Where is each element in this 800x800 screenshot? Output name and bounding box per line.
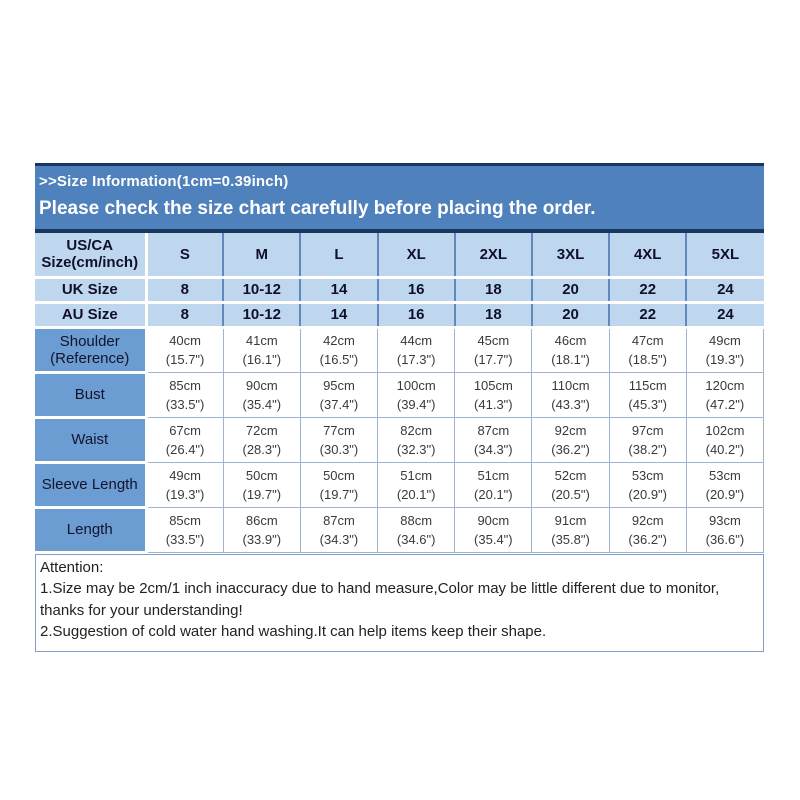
size-row xyxy=(35,302,764,327)
measurement-cell xyxy=(455,327,532,372)
size-value-cell: 18 xyxy=(455,302,532,327)
measurement-cm: 47cm xyxy=(631,333,664,348)
size-value-cell: 8 xyxy=(146,277,223,302)
measurement-cell xyxy=(686,327,763,372)
measurement-cm: 51cm xyxy=(400,467,433,483)
measurement-inch: (30.3") xyxy=(319,441,359,457)
measurement-cell xyxy=(532,327,609,372)
measurement-cell xyxy=(686,507,763,552)
measurement-cm: 115cm xyxy=(628,377,667,393)
measurement-inch: (19.7") xyxy=(242,486,282,502)
measurement-cm: 85cm xyxy=(169,512,201,528)
measurement-inch: (35.8") xyxy=(551,531,590,547)
measurement-label: Length xyxy=(35,507,146,552)
measurement-row xyxy=(35,462,764,507)
measurement-inch: (28.3") xyxy=(242,441,282,457)
measurement-cell xyxy=(378,417,455,462)
measurement-cm: 53cm xyxy=(709,467,741,483)
measurement-cell xyxy=(146,462,223,507)
measurement-inch: (32.3") xyxy=(396,441,436,457)
measurement-inch: (36.6") xyxy=(705,531,745,547)
measurement-cm: 44cm xyxy=(400,333,433,348)
measurement-inch: (17.3") xyxy=(396,352,436,367)
measurement-cm: 77cm xyxy=(323,422,355,438)
measurement-cell xyxy=(223,327,300,372)
size-value-cell: 20 xyxy=(532,277,609,302)
measurement-inch: (40.2") xyxy=(705,441,745,457)
attention-line: 2.Suggestion of cold water hand washing.It can help items keep their shape. xyxy=(40,623,547,640)
measurement-cm: 50cm xyxy=(245,467,278,483)
column-header: L xyxy=(300,233,377,277)
banner-title: >>Size Information(1cm=0.39inch) xyxy=(39,173,289,190)
measurement-cm: 88cm xyxy=(400,512,433,528)
measurement-inch: (33.5") xyxy=(165,531,205,547)
measurement-inch: (15.7") xyxy=(165,352,205,367)
measurement-cell xyxy=(378,462,455,507)
measurement-inch: (37.4") xyxy=(319,396,359,412)
measurement-cell xyxy=(146,372,223,417)
size-info-banner xyxy=(35,163,764,233)
measurement-cell xyxy=(378,327,455,372)
measurement-cm: 91cm xyxy=(554,512,587,528)
measurement-cell xyxy=(686,462,763,507)
measurement-inch: (19.3") xyxy=(705,352,745,367)
column-header: XL xyxy=(378,233,455,277)
measurement-cell xyxy=(609,507,686,552)
size-value-cell: 16 xyxy=(378,277,455,302)
measurement-cell xyxy=(223,417,300,462)
measurement-inch: (20.9") xyxy=(705,486,745,502)
measurement-cell xyxy=(378,507,455,552)
measurement-cm: 97cm xyxy=(631,422,664,438)
measurement-cm: 110cm xyxy=(551,377,590,393)
measurement-inch: (35.4") xyxy=(474,531,513,547)
measurement-inch: (20.9") xyxy=(628,486,667,502)
measurement-cm: 102cm xyxy=(705,422,745,438)
measurement-inch: (33.9") xyxy=(242,531,282,547)
measurement-cell xyxy=(532,462,609,507)
measurement-cell xyxy=(378,372,455,417)
measurement-cell xyxy=(609,417,686,462)
measurement-label: Waist xyxy=(35,417,146,462)
column-header: M xyxy=(223,233,300,277)
attention-line: 1.Size may be 2cm/1 inch inaccuracy due to hand measure,Color may be little different due to monitor, xyxy=(40,580,720,597)
column-header: 3XL xyxy=(532,233,609,277)
measurement-cell xyxy=(455,507,532,552)
column-header: 5XL xyxy=(686,233,763,277)
measurement-cm: 92cm xyxy=(631,512,664,528)
measurement-inch: (26.4") xyxy=(165,441,205,457)
measurement-cm: 92cm xyxy=(554,422,587,438)
column-header: S xyxy=(146,233,223,277)
size-chart-image xyxy=(35,163,764,652)
measurement-cell xyxy=(300,327,377,372)
measurement-cell xyxy=(609,372,686,417)
size-table xyxy=(35,233,764,554)
measurement-cell xyxy=(455,462,532,507)
size-value-cell: 22 xyxy=(609,302,686,327)
measurement-inch: (34.6") xyxy=(396,531,436,547)
measurement-cell xyxy=(300,417,377,462)
size-value-cell: 20 xyxy=(532,302,609,327)
measurement-cm: 85cm xyxy=(169,377,201,393)
table-header-row xyxy=(35,233,764,277)
attention-line: thanks for your understanding! xyxy=(40,601,243,619)
measurement-inch: (34.3") xyxy=(474,441,513,457)
measurement-cell xyxy=(146,327,223,372)
measurement-cm: 105cm xyxy=(473,377,513,393)
measurement-cell xyxy=(223,372,300,417)
measurement-inch: (39.4") xyxy=(396,396,436,412)
measurement-cm: 45cm xyxy=(477,333,510,348)
measurement-cm: 90cm xyxy=(245,377,278,393)
measurement-cm: 120cm xyxy=(705,377,745,393)
measurement-cm: 95cm xyxy=(323,377,355,393)
measurement-cm: 42cm xyxy=(323,333,355,348)
measurement-cm: 100cm xyxy=(396,377,436,393)
measurement-inch: (33.5") xyxy=(165,396,205,412)
measurement-inch: (20.5") xyxy=(551,486,590,502)
measurement-inch: (18.5") xyxy=(628,352,667,367)
column-header: 4XL xyxy=(609,233,686,277)
size-row-label: AU Size xyxy=(35,302,146,327)
measurement-row xyxy=(35,372,764,417)
corner-cell: US/CA Size(cm/inch) xyxy=(35,233,146,277)
measurement-label: Bust xyxy=(35,372,146,417)
measurement-inch: (19.7") xyxy=(319,486,359,502)
measurement-cell xyxy=(532,507,609,552)
measurement-cell xyxy=(300,462,377,507)
measurement-cm: 41cm xyxy=(245,333,278,348)
measurement-inch: (19.3") xyxy=(165,486,205,502)
attention-box xyxy=(35,554,764,652)
measurement-cm: 46cm xyxy=(554,333,587,348)
measurement-cell xyxy=(609,327,686,372)
measurement-cell xyxy=(223,462,300,507)
size-value-cell: 10-12 xyxy=(223,302,300,327)
measurement-cm: 87cm xyxy=(477,422,510,438)
measurement-row xyxy=(35,507,764,552)
measurement-inch: (35.4") xyxy=(242,396,282,412)
measurement-inch: (20.1") xyxy=(396,486,436,502)
measurement-cell xyxy=(146,507,223,552)
measurement-row xyxy=(35,327,764,372)
measurement-inch: (17.7") xyxy=(474,352,513,367)
measurement-cm: 51cm xyxy=(477,467,510,483)
size-value-cell: 24 xyxy=(686,277,763,302)
measurement-cm: 40cm xyxy=(169,333,201,348)
measurement-cm: 49cm xyxy=(169,467,201,483)
measurement-inch: (43.3") xyxy=(551,396,590,412)
measurement-inch: (16.5") xyxy=(319,352,359,367)
column-header: 2XL xyxy=(455,233,532,277)
measurement-cm: 86cm xyxy=(245,512,278,528)
measurement-label: Sleeve Length xyxy=(35,462,146,507)
measurement-cell xyxy=(532,417,609,462)
measurement-inch: (45.3") xyxy=(628,396,667,412)
size-row xyxy=(35,277,764,302)
measurement-inch: (36.2") xyxy=(628,531,667,547)
measurement-cm: 87cm xyxy=(323,512,355,528)
size-value-cell: 22 xyxy=(609,277,686,302)
measurement-inch: (18.1") xyxy=(551,352,590,367)
measurement-cm: 52cm xyxy=(554,467,587,483)
measurement-inch: (47.2") xyxy=(705,396,745,412)
size-value-cell: 8 xyxy=(146,302,223,327)
measurement-cm: 72cm xyxy=(245,422,278,438)
measurement-cell xyxy=(686,372,763,417)
measurement-cell xyxy=(146,417,223,462)
measurement-cm: 50cm xyxy=(323,467,355,483)
size-value-cell: 16 xyxy=(378,302,455,327)
measurement-inch: (36.2") xyxy=(551,441,590,457)
measurement-cell xyxy=(532,372,609,417)
measurement-cell xyxy=(300,372,377,417)
measurement-cm: 67cm xyxy=(169,422,201,438)
measurement-cell xyxy=(300,507,377,552)
size-value-cell: 14 xyxy=(300,277,377,302)
measurement-label: Shoulder (Reference) xyxy=(35,327,146,372)
measurement-cell xyxy=(686,417,763,462)
size-row-label: UK Size xyxy=(35,277,146,302)
measurement-cm: 90cm xyxy=(477,512,510,528)
measurement-inch: (38.2") xyxy=(628,441,667,457)
attention-title: Attention: xyxy=(40,558,104,576)
measurement-inch: (20.1") xyxy=(474,486,513,502)
measurement-inch: (41.3") xyxy=(474,396,513,412)
measurement-inch: (16.1") xyxy=(242,352,282,367)
measurement-row xyxy=(35,417,764,462)
measurement-cm: 53cm xyxy=(631,467,664,483)
measurement-cell xyxy=(609,462,686,507)
measurement-cell xyxy=(223,507,300,552)
measurement-cell xyxy=(455,372,532,417)
measurement-inch: (34.3") xyxy=(319,531,359,547)
banner-subtitle: Please check the size chart carefully before placing the order. xyxy=(39,198,596,219)
measurement-cm: 93cm xyxy=(709,512,741,528)
size-value-cell: 24 xyxy=(686,302,763,327)
size-value-cell: 14 xyxy=(300,302,377,327)
measurement-cm: 82cm xyxy=(400,422,433,438)
measurement-cell xyxy=(455,417,532,462)
measurement-cm: 49cm xyxy=(709,333,741,348)
size-value-cell: 10-12 xyxy=(223,277,300,302)
size-value-cell: 18 xyxy=(455,277,532,302)
